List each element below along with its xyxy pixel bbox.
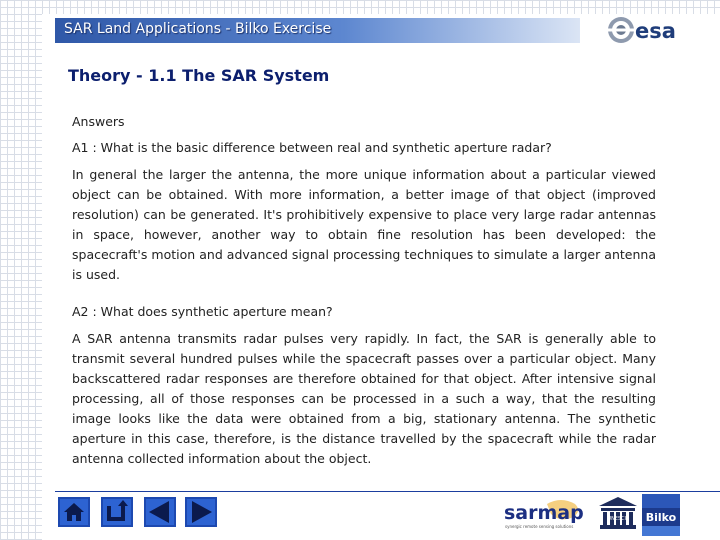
footer-divider <box>55 491 720 492</box>
answers-content <box>72 112 656 469</box>
unesco-logo-text: UNESCO <box>607 516 629 522</box>
unesco-logo <box>597 495 639 531</box>
grid-background-left <box>0 0 42 540</box>
previous-button[interactable] <box>144 497 176 527</box>
question-2: A2 : What does synthetic aperture mean? <box>72 304 333 319</box>
grid-background-top <box>42 0 720 14</box>
next-button[interactable] <box>185 497 217 527</box>
answer-1: In general the larger the antenna, the more unique information about a particular viewed object can be obtained. With more information, a better image of that object (improved resolution) can be generated. It's prohibitively expensive to place very large radar antennas in space, however, another way to obtain fine resolution has been developed: the spacecraft's motion and advanced signal processing techniques to simulate a larger antenna is used. <box>72 167 656 282</box>
return-button[interactable] <box>101 497 133 527</box>
bilko-logo-text: Bilko <box>645 511 677 524</box>
esa-logo-text: esa <box>635 19 676 43</box>
answer-2: A SAR antenna transmits radar pulses very rapidly. In fact, the SAR is generally able to transmit several hundred pulses while the spacecraft passes over a particular object. Many backscattered radar responses are therefore obtained for that object. After intensive signal processing, all of those responses can be processed in a such a way, that the resulting image looks like the data were obtained from a big, stationary antenna. The synthetic aperture in this case, therefore, is the distance travelled by the spacecraft while the radar antenna collected information about the object. <box>72 331 656 466</box>
header-bar <box>55 18 580 43</box>
home-button[interactable] <box>58 497 90 527</box>
esa-logo <box>606 15 684 45</box>
spacer <box>72 285 656 302</box>
bilko-logo <box>642 494 680 536</box>
answers-label: Answers <box>72 114 125 129</box>
sarmap-logo <box>503 498 585 530</box>
sarmap-tagline: synergic remote sensing solutions <box>505 524 574 529</box>
question-1: A1 : What is the basic difference between real and synthetic aperture radar? <box>72 140 552 155</box>
header-title: SAR Land Applications - Bilko Exercise <box>64 21 332 37</box>
page-title: Theory - 1.1 The SAR System <box>68 66 330 85</box>
sarmap-logo-text: sarmap <box>504 502 584 524</box>
